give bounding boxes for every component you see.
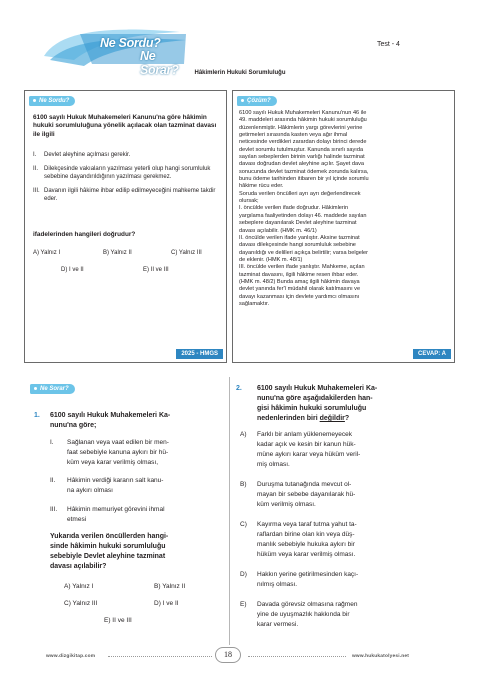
question-2-number: 2.: [236, 385, 242, 392]
badge-label: Ne Sorar?: [40, 386, 69, 392]
question-1-number: 1.: [34, 412, 40, 419]
solution-line: davası açılabilir. (HMK m. 46/1): [239, 227, 317, 234]
ask-line: davası açılabilir?: [50, 563, 107, 570]
option-letter: D): [240, 571, 247, 578]
footer-left-url[interactable]: www.dizgikitap.com: [46, 654, 96, 659]
footer-divider: [108, 656, 212, 657]
ask-line: sinde hâkimin hukuki sorumluluğu: [50, 543, 166, 550]
solution-line: 49. maddeleri arasında hâkimin hukuki sorumluluğu: [239, 117, 367, 124]
solution-line: I. öncülde verilen ifade doğrudur. Hâkimlerin: [239, 205, 349, 212]
solution-line: sebeplere dayanılarak Devlet aleyhine tazminat: [239, 220, 357, 227]
answer-tag: CEVAP: A: [413, 349, 451, 359]
premise-line: na aykırı olması: [67, 487, 113, 494]
column-divider: [229, 377, 230, 645]
option-b[interactable]: B) Yalnız II: [103, 250, 132, 256]
option-line: hüküm veya karar verilmiş olması.: [257, 551, 356, 558]
option-c[interactable]: C) Yalnız III: [64, 600, 98, 607]
ask-line: Yukarıda verilen öncüllerden hangi-: [50, 533, 169, 540]
question-1-ask: [50, 532, 168, 572]
premise-text: Devlet aleyhine açılması gerekir.: [44, 152, 131, 158]
option-letter: A): [240, 431, 247, 438]
solution-line: bunu ödeme tarihinden itibaren bir yıl içinde sorumlu: [239, 176, 369, 183]
option-line: Kayırma veya taraf tutma yahut ta-: [257, 521, 357, 528]
solution-text: [239, 110, 450, 308]
solution-line: olursak;: [239, 198, 259, 205]
bullet-icon: [34, 387, 37, 390]
option-line: Farklı bir anlam yüklenemeyecek: [257, 431, 353, 438]
option-d[interactable]: D) I ve II: [154, 600, 179, 607]
badge-label: Ne Sordu?: [39, 98, 70, 104]
footer-right-url[interactable]: www.hukukatolyesi.net: [352, 654, 410, 659]
question-2-stem: [257, 384, 457, 424]
option-line: karar vermesi.: [257, 621, 299, 628]
footer-divider: [248, 656, 346, 657]
option-line: miş olması.: [257, 461, 290, 468]
source-tag: 2025 - HMGS: [176, 349, 223, 359]
logo-text-line2: Ne Sorar?: [140, 49, 179, 77]
page-number: 18: [215, 647, 241, 663]
option-b[interactable]: B) Yalnız II: [154, 583, 186, 590]
option-line: mayan bir sebebe dayanılarak hü-: [257, 491, 356, 498]
option-e[interactable]: E) II ve III: [143, 267, 169, 273]
option-b[interactable]: [240, 480, 440, 510]
premise-item: [33, 151, 225, 159]
premise-number: II.: [33, 166, 39, 172]
solution-line: davası dilekçesinde hangi sorumluluk sebebine: [239, 242, 356, 249]
option-a[interactable]: A) Yalnız I: [33, 250, 61, 256]
premise-list: [33, 151, 225, 209]
solution-line: hâkime rücu eder.: [239, 183, 284, 190]
option-line: küm verilmiş olması.: [257, 501, 316, 508]
premise-text: Davanın ilgili hâkime ihbar edilip edilmeyeceğini mahkeme takdir eder.: [44, 188, 216, 202]
solution-line: sonucunda devlet tazminat ödemek zorunda kalırsa,: [239, 168, 369, 175]
premise-item: [50, 438, 220, 468]
stem-line: [257, 414, 457, 424]
premise-line: Hâkimin verdiği kararın salt kanu-: [67, 477, 164, 484]
option-line: manlık sebebiyle hukuka aykırı bir: [257, 541, 355, 548]
stem-line: 6100 sayılı Hukuk Muhakemeleri Ka-: [50, 412, 171, 419]
solution-line: davası doğrudan devlet aleyhine açılır. Şayet dava: [239, 161, 365, 168]
option-line: Hakkın yerine getirilmesinden kaçı-: [257, 571, 359, 578]
ne-sorar-badge: [30, 384, 75, 394]
premise-number: I.: [50, 439, 54, 446]
option-letter: E): [240, 601, 247, 608]
option-line: yine de uyuşmazlık hakkında bir: [257, 611, 350, 618]
question-1-stem: [50, 411, 170, 431]
option-d[interactable]: [240, 570, 440, 590]
solution-line: 6100 sayılı Hukuk Muhakemeleri Kanunu'nun 46 ile: [239, 110, 367, 116]
premise-number: II.: [50, 477, 56, 484]
premise-item: [33, 165, 225, 181]
option-line: müne aykırı karar veya hüküm veril-: [257, 451, 361, 458]
stem-text: nedenlerinden biri: [257, 415, 320, 422]
solution-line: düzenlenmiştir. Hâkimlerin yargı görevlerini yerine: [239, 124, 363, 131]
premise-line: küm veya karar verilmiş olması,: [67, 459, 159, 466]
premise-number: III.: [50, 506, 58, 513]
premise-item: [33, 187, 225, 203]
solution-line: devlet sorumlu tutulmuştur. Kanunda sınırlı sayıda: [239, 146, 364, 153]
premise-line: Sağlanan veya vaat edilen bir men-: [67, 439, 169, 446]
premise-number: I.: [33, 152, 37, 158]
option-e[interactable]: [240, 600, 440, 630]
ne-sordu-badge: [29, 96, 75, 106]
solution-line: davayı kazanması için devlete yardımcı olmasını: [239, 293, 360, 300]
solution-line: Soruda verilen öncülleri ayrı ayrı değerlendirecek: [239, 190, 361, 197]
stem-line: gisi hâkimin hukuki sorumluluğu: [257, 405, 367, 412]
past-question-box: [24, 90, 227, 363]
stem-line: 6100 sayılı Hukuk Muhakemeleri Ka-: [257, 385, 378, 392]
premise-text: Dilekçesinde vakıaların yazılması yeterli olup hangi sorumluluk sebebine dayandırıldığının yazılması gerekmez.: [44, 166, 211, 180]
solution-box: [232, 90, 455, 363]
option-line: Davada görevsiz olmasına rağmen: [257, 601, 358, 608]
premise-item: [50, 505, 220, 525]
solution-line: (HMK m. 48/2) Bunda amaç ilgili hâkimin davaya: [239, 278, 360, 285]
option-line: nılmış olması.: [257, 581, 298, 588]
stem-emphasis: değildir: [319, 415, 345, 422]
premise-line: etmesi: [67, 516, 87, 523]
option-letter: B): [240, 481, 247, 488]
option-e[interactable]: E) II ve III: [104, 617, 132, 624]
solution-line: tazminat davasını, ilgili hâkime resen ihbar eder.: [239, 271, 359, 278]
option-a[interactable]: A) Yalnız I: [64, 583, 94, 590]
option-letter: C): [240, 521, 247, 528]
option-d[interactable]: D) I ve II: [61, 267, 84, 273]
option-c[interactable]: C) Yalnız III: [171, 250, 202, 256]
premise-line: faat sebebiyle kanuna aykırı bir hü-: [67, 449, 169, 456]
option-line: kadar açık ve kesin bir kanun hük-: [257, 441, 356, 448]
question-stem: 6100 sayılı Hukuk Muhakemeleri Kanunu'na göre hâkimin hukuki sorumluluğuna yönelik açılacak olan tazminat davası ile ilgili: [33, 114, 217, 138]
option-c[interactable]: [240, 520, 440, 560]
solution-line: dayanıldığı ve delilleri açıkça belirtilir; varsa belgeler: [239, 249, 369, 256]
page-title: Hâkimlerin Hukuki Sorumluluğu: [194, 70, 286, 76]
premise-line: Hâkimin memuriyet görevini ihmal: [67, 506, 165, 513]
solution-line: getirmeleri sırasında kasten veya ağır ihmal: [239, 132, 348, 139]
solution-line: II. öncülde verilen ifade yanlıştır. Aksine tazminat: [239, 234, 360, 241]
solution-line: III. öncülde verilen ifade yanlıştır. Mahkeme, açılan: [239, 264, 365, 271]
question-ask: ifadelerinden hangileri doğrudur?: [33, 231, 136, 238]
premise-item: [50, 476, 220, 496]
stem-line: nunu'na göre;: [50, 422, 97, 429]
badge-label: Çözüm?: [247, 98, 271, 104]
option-line: raflardan birine olan kin veya düş-: [257, 531, 355, 538]
logo-text-line1: Ne Sordu?: [100, 36, 161, 50]
bullet-icon: [241, 99, 244, 102]
cozum-badge: [237, 96, 277, 106]
option-line: Duruşma tutanağında mevcut ol-: [257, 481, 352, 488]
ask-line: sebebiyle Devlet aleyhine tazminat: [50, 553, 166, 560]
stem-text: ?: [344, 415, 350, 422]
stem-line: nunu'na göre aşağıdakilerden han-: [257, 395, 373, 402]
premise-number: III.: [33, 188, 40, 194]
solution-line: neticesinde verdikleri zarardan dolayı birinci derede: [239, 139, 367, 146]
bullet-icon: [33, 99, 36, 102]
solution-line: devlet yanında fer'î müdahil olarak katılmasını ve: [239, 286, 361, 293]
solution-line: sağlamaktır.: [239, 300, 270, 307]
solution-line: yargılama faaliyetinden dolayı 46. maddede sayılan: [239, 212, 367, 219]
logo: [40, 26, 188, 77]
solution-line: de eklenir. (HMK m. 48/1): [239, 256, 303, 263]
option-a[interactable]: [240, 430, 440, 470]
solution-line: sayılan sebeplerden birinin varlığı halinde tazminat: [239, 154, 365, 161]
test-label: Test - 4: [377, 41, 400, 48]
